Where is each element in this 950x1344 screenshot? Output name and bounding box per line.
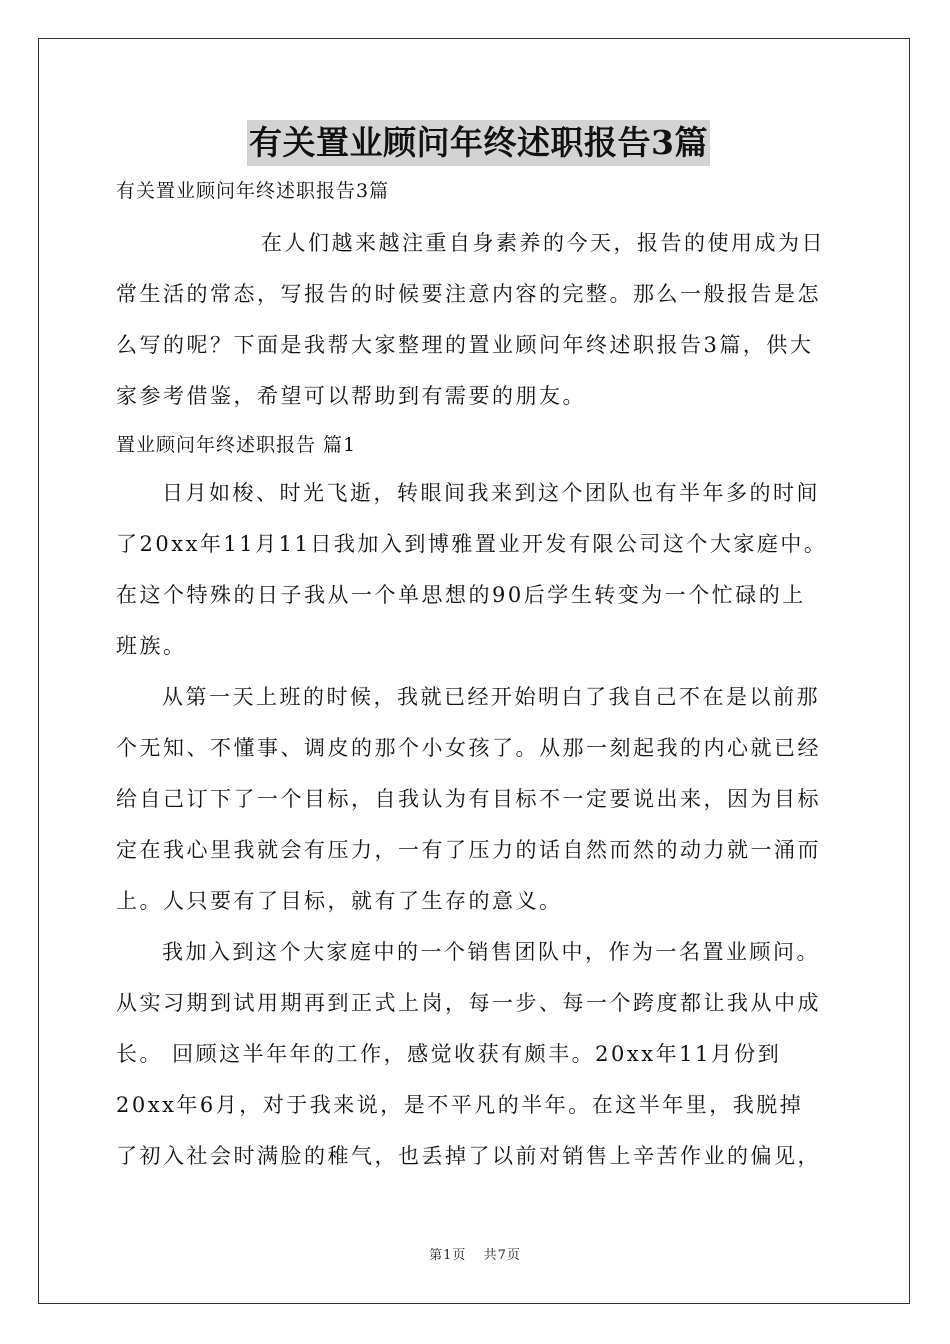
paragraph-line: 了20xx年11月11日我加入到博雅置业开发有限公司这个大家庭中。 bbox=[116, 532, 828, 556]
document-title: 有关置业顾问年终述职报告3篇 bbox=[247, 120, 710, 166]
paragraph-line: 长。 回顾这半年年的工作，感觉收获有颇丰。20xx年11月份到 bbox=[116, 1042, 782, 1066]
intro-line: 家参考借鉴，希望可以帮助到有需要的朋友。 bbox=[116, 384, 586, 408]
paragraph-line: 在这个特殊的日子我从一个单思想的90后学生转变为一个忙碌的上 bbox=[116, 583, 806, 607]
intro-line: 常生活的常态，写报告的时候要注意内容的完整。那么一般报告是怎 bbox=[116, 282, 821, 306]
paragraph-1 bbox=[116, 468, 841, 672]
paragraph-3 bbox=[116, 927, 841, 1182]
page-footer bbox=[0, 1244, 950, 1263]
intro-line: 么写的呢？下面是我帮大家整理的置业顾问年终述职报告3篇，供大 bbox=[116, 333, 814, 357]
section-heading: 置业顾问年终述职报告 篇1 bbox=[116, 434, 357, 456]
paragraph-line: 定在我心里我就会有压力，一有了压力的话自然而然的动力就一涌而 bbox=[116, 838, 821, 862]
title-wrap bbox=[116, 120, 841, 166]
paragraph-line: 从第一天上班的时候，我就已经开始明白了我自己不在是以前那 bbox=[162, 685, 820, 709]
paragraph-line: 班族。 bbox=[116, 634, 187, 658]
paragraph-line: 20xx年6月，对于我来说，是不平凡的半年。在这半年里，我脱掉 bbox=[116, 1093, 804, 1117]
paragraph-line: 上。人只要有了目标，就有了生存的意义。 bbox=[116, 889, 563, 913]
paragraph-line: 我加入到这个大家庭中的一个销售团队中，作为一名置业顾问。 bbox=[162, 940, 820, 964]
intro-paragraph bbox=[116, 218, 841, 422]
paragraph-line: 个无知、不懂事、调皮的那个小女孩了。从那一刻起我的内心就已经 bbox=[116, 736, 821, 760]
document-subtitle: 有关置业顾问年终述职报告3篇 bbox=[116, 180, 390, 202]
intro-line: 在人们越来越注重自身素养的今天，报告的使用成为日 bbox=[261, 231, 825, 255]
paragraph-line: 给自己订下了一个目标，自我认为有目标不一定要说出来，因为目标 bbox=[116, 787, 821, 811]
paragraph-line: 了初入社会时满脸的稚气，也丢掉了以前对销售上辛苦作业的偏见， bbox=[116, 1144, 821, 1168]
paragraph-line: 从实习期到试用期再到正式上岗，每一步、每一个跨度都让我从中成 bbox=[116, 991, 821, 1015]
paragraph-2 bbox=[116, 672, 841, 927]
paragraph-line: 日月如梭、时光飞逝，转眼间我来到这个团队也有半年多的时间 bbox=[162, 481, 820, 505]
page-total: 共7页 bbox=[483, 1248, 521, 1263]
document-body bbox=[116, 120, 841, 1182]
page-number: 第1页 bbox=[429, 1248, 467, 1263]
